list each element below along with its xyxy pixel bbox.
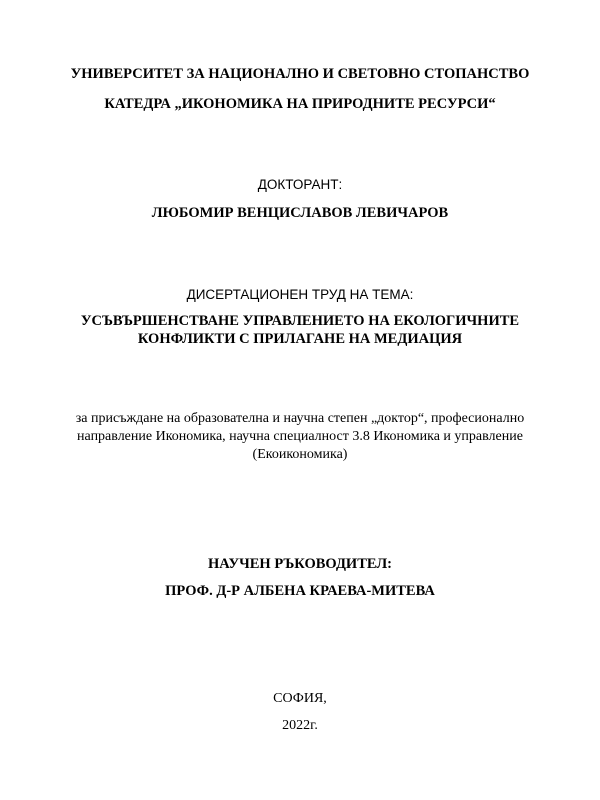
degree-text-line-1: за присъждане на образователна и научна степен „доктор“, професионално	[75, 411, 525, 426]
supervisor-label: НАУЧЕН РЪКОВОДИТЕЛ:	[208, 556, 392, 572]
university-name: УНИВЕРСИТЕТ ЗА НАЦИОНАЛНО И СВЕТОВНО СТОПАНСТВО	[70, 66, 530, 82]
degree-text-line-2: направление Икономика, научна специалност 3.8 Икономика и управление	[77, 429, 523, 444]
doctoral-label: ДОКТОРАНТ:	[257, 177, 343, 192]
thesis-title-line-1: УСЪВЪРШЕНСТВАНЕ УПРАВЛЕНИЕТО НА ЕКОЛОГИЧНИТЕ	[80, 313, 520, 329]
supervisor-name: ПРОФ. Д-Р АЛБЕНА КРАЕВА-МИТЕВА	[165, 583, 435, 599]
degree-text-line-3: (Екоикономика)	[252, 447, 348, 462]
city: СОФИЯ,	[273, 691, 327, 706]
thesis-title-line-2: КОНФЛИКТИ С ПРИЛАГАНЕ НА МЕДИАЦИЯ	[137, 331, 463, 347]
year: 2022г.	[282, 718, 318, 733]
department-name: КАТЕДРА „ИКОНОМИКА НА ПРИРОДНИТЕ РЕСУРСИ“	[104, 96, 496, 112]
thesis-label: ДИСЕРТАЦИОНЕН ТРУД НА ТЕМА:	[186, 287, 414, 302]
author-name: ЛЮБОМИР ВЕНЦИСЛАВОВ ЛЕВИЧАРОВ	[151, 205, 449, 221]
